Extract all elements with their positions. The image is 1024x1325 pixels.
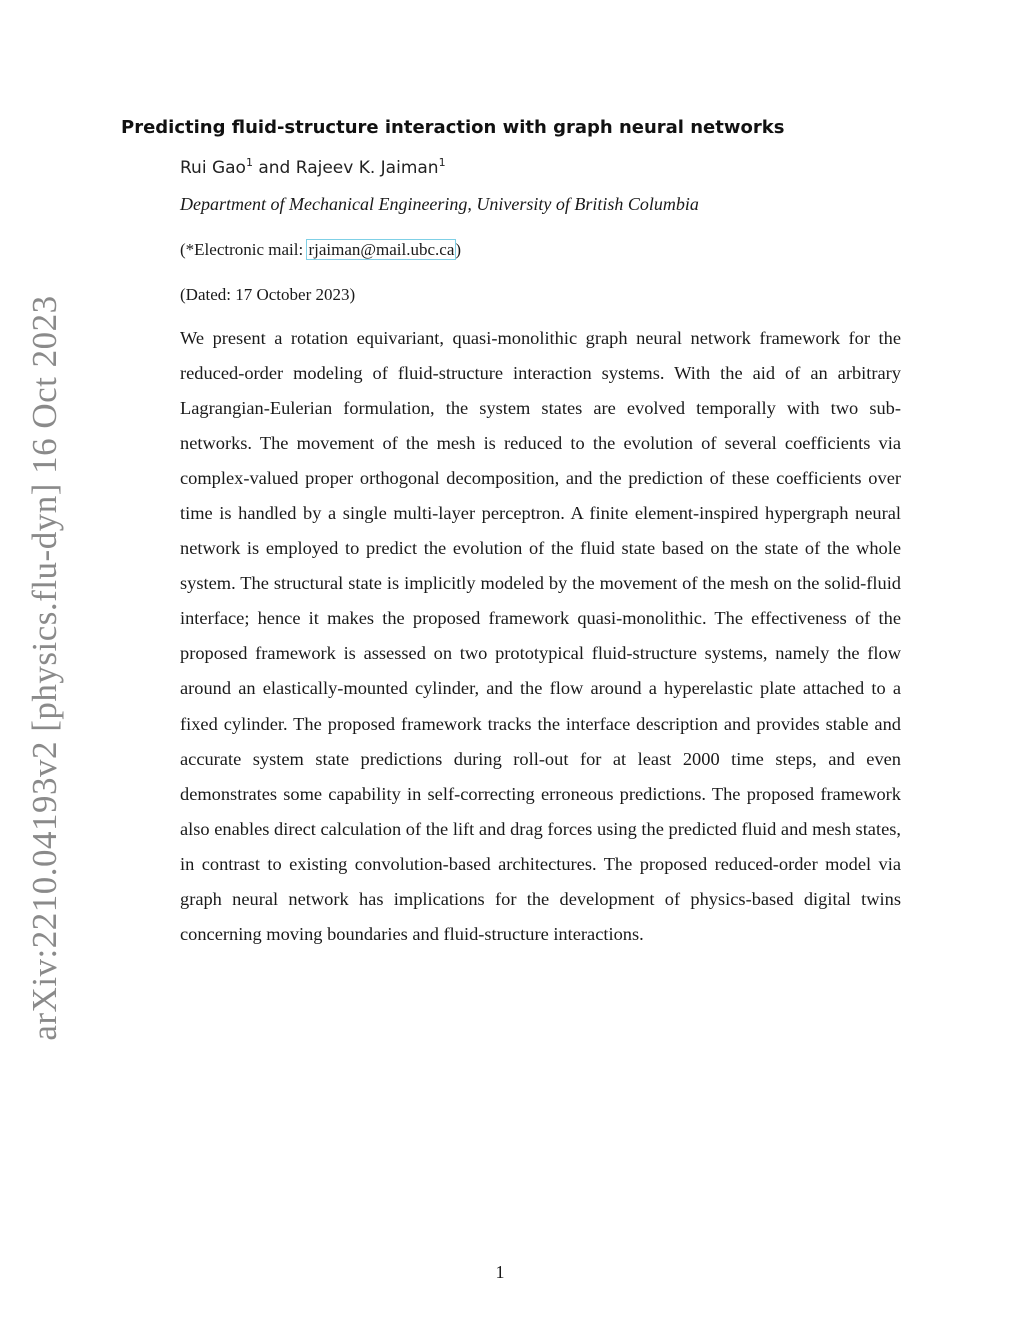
abstract-text: We present a rotation equivariant, quasi-monolithic graph neural network framework for the reduced-order modeling of fluid-structure interaction systems. With the aid of an arbitrary Lagrangian-Eulerian formulation, the system states are evolved temporally with two sub-networks. The movement of the mesh is reduced to the evolution of several coefficients via complex-valued proper orthogonal decomposition, and the prediction of these coefficients over time is handled by a single multi-layer perceptron. A finite element-inspired hypergraph neural network is employed to predict the evolution of the fluid state based on the state of the whole system. The structural state is implicitly modeled by the movement of the mesh on the solid-fluid interface; hence it makes the proposed framework quasi-monolithic. The effectiveness of the proposed framework is assessed on two prototypical fluid-structure systems, namely the flow around an elastically-mounted cylinder, and the flow around a hyperelastic plate attached to a fixed cylinder. The proposed framework tracks the interface description and provides stable and accurate system state predictions during roll-out for at least 2000 time steps, and even demonstrates some capability in self-correcting erroneous predictions. The proposed framework also enables direct calculation of the lift and drag forces using the predicted fluid and mesh states, in contrast to existing convolution-based architectures. The proposed reduced-order model via graph neural network has implications for the development of physics-based digital twins concerning moving boundaries and fluid-structure interactions. bbox=[180, 328, 901, 944]
author-name: Rajeev K. Jaiman bbox=[295, 158, 439, 178]
paper-title: Predicting fluid-structure interaction with graph neural networks bbox=[121, 117, 785, 138]
email-suffix: ) bbox=[455, 240, 462, 259]
author-separator: and bbox=[258, 158, 291, 178]
author-list bbox=[180, 158, 446, 178]
email-line bbox=[180, 240, 461, 260]
affiliation: Department of Mechanical Engineering, University of British Columbia bbox=[180, 194, 699, 214]
email-link[interactable]: rjaiman@mail.ubc.ca bbox=[308, 240, 455, 259]
arxiv-identifier-stamp: arXiv:2210.04193v2 [physics.flu-dyn] 16 Oct 2023 bbox=[25, 295, 64, 1041]
author-name: Rui Gao bbox=[180, 158, 246, 178]
date-line: (Dated: 17 October 2023) bbox=[180, 285, 356, 304]
email-prefix: (*Electronic mail: bbox=[180, 240, 308, 259]
affiliation-mark: 1 bbox=[245, 156, 253, 169]
affiliation-mark: 1 bbox=[438, 156, 446, 169]
page-number: 1 bbox=[495, 1262, 505, 1282]
